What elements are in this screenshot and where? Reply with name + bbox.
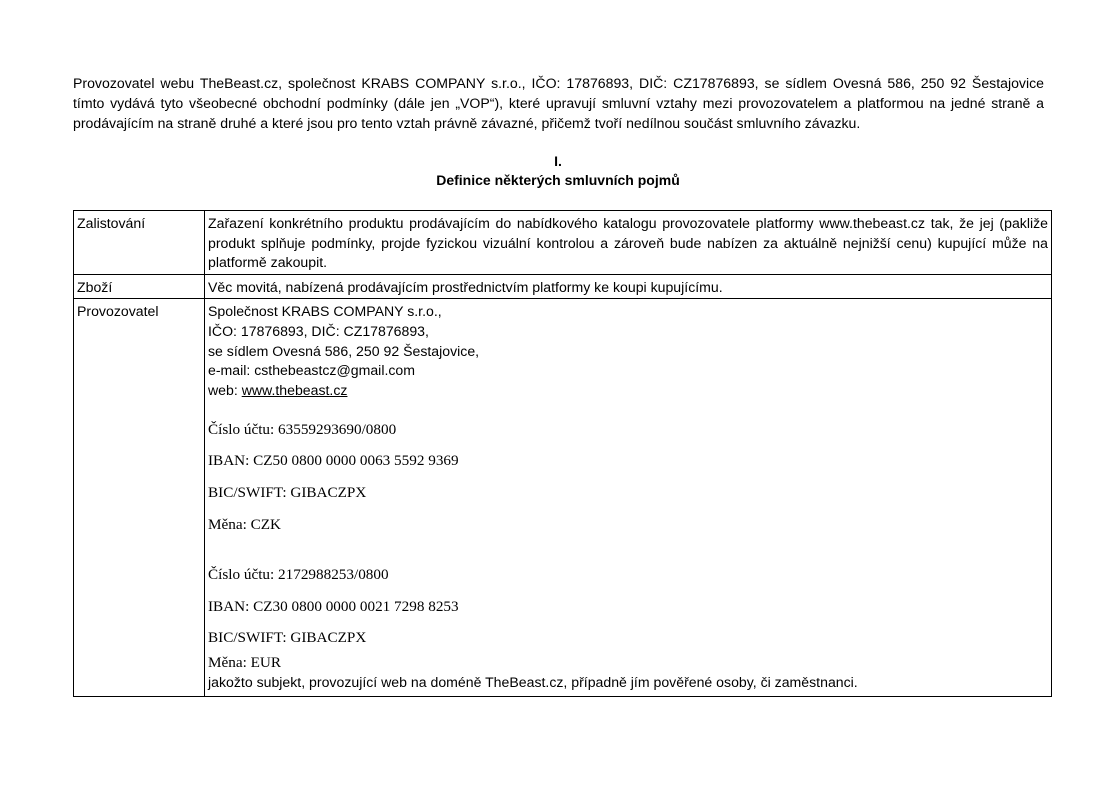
company-email: e-mail: csthebeastcz@gmail.com xyxy=(208,362,415,379)
definition-provozovatel xyxy=(205,299,1052,697)
account-number: Číslo účtu: 63559293690/0800 xyxy=(208,421,397,439)
table-row xyxy=(74,211,1052,275)
web-label: web: xyxy=(208,381,242,398)
company-web xyxy=(208,381,1048,401)
account-iban: IBAN: CZ30 0800 0000 0021 7298 8253 xyxy=(208,598,459,616)
company-address: se sídlem Ovesná 586, 250 92 Šestajovice, xyxy=(208,342,480,359)
account-currency: Měna: EUR xyxy=(208,654,281,672)
term-provozovatel: Provozovatel xyxy=(74,299,205,697)
account-number: Číslo účtu: 2172988253/0800 xyxy=(208,566,389,584)
account-iban: IBAN: CZ50 0800 0000 0063 5592 9369 xyxy=(208,452,459,470)
table-row xyxy=(74,299,1052,697)
account-bic: BIC/SWIFT: GIBACZPX xyxy=(208,629,367,647)
account-bic: BIC/SWIFT: GIBACZPX xyxy=(208,484,367,502)
bank-account-czk xyxy=(208,420,1048,535)
section-title: Definice některých smluvních pojmů xyxy=(436,172,680,188)
web-link[interactable]: www.thebeast.cz xyxy=(241,381,348,398)
term-zbozi: Zboží xyxy=(74,274,205,299)
section-number: I. xyxy=(554,153,562,169)
term-zalistovani: Zalistování xyxy=(74,211,205,275)
intro-paragraph: Provozovatel webu TheBeast.cz, společnost KRABS COMPANY s.r.o., IČO: 17876893, DIČ: CZ17876893, se sídlem Ovesná 586, 250 92 Šestajovice tímto vydává tyto všeobecné obchodní podmínky (dále jen „VOP“), které upravují smluvní vztahy mezi provozovatelem a platformou na jedné straně a prodávajícím na straně druhé a které jsou pro tento vztah právně závazné, přičemž tvoří nedílnou součást smluvního závazku. xyxy=(73,75,1044,131)
bank-account-eur xyxy=(208,565,1048,673)
definition-zbozi: Věc movitá, nabízená prodávajícím prostřednictvím platformy ke koupi kupujícímu. xyxy=(205,274,1052,299)
company-name: Společnost KRABS COMPANY s.r.o., xyxy=(208,303,442,320)
account-currency: Měna: CZK xyxy=(208,516,281,534)
definitions-table xyxy=(73,210,1052,697)
definition-zalistovani: Zařazení konkrétního produktu prodávajícím do nabídkového katalogu provozovatele platformy www.thebeast.cz tak, že jej (pakliže produkt splňuje podmínky, projde fyzickou vizuální kontrolou a zároveň bude nabízen za aktuálně nejnižší cenu) kupující může na platformě zakoupit. xyxy=(205,211,1052,275)
company-ids: IČO: 17876893, DIČ: CZ17876893, xyxy=(208,322,429,339)
table-row xyxy=(74,274,1052,299)
operator-closing: jakožto subjekt, provozující web na doméně TheBeast.cz, případně jím pověřené osoby, či zaměstnanci. xyxy=(208,674,858,691)
